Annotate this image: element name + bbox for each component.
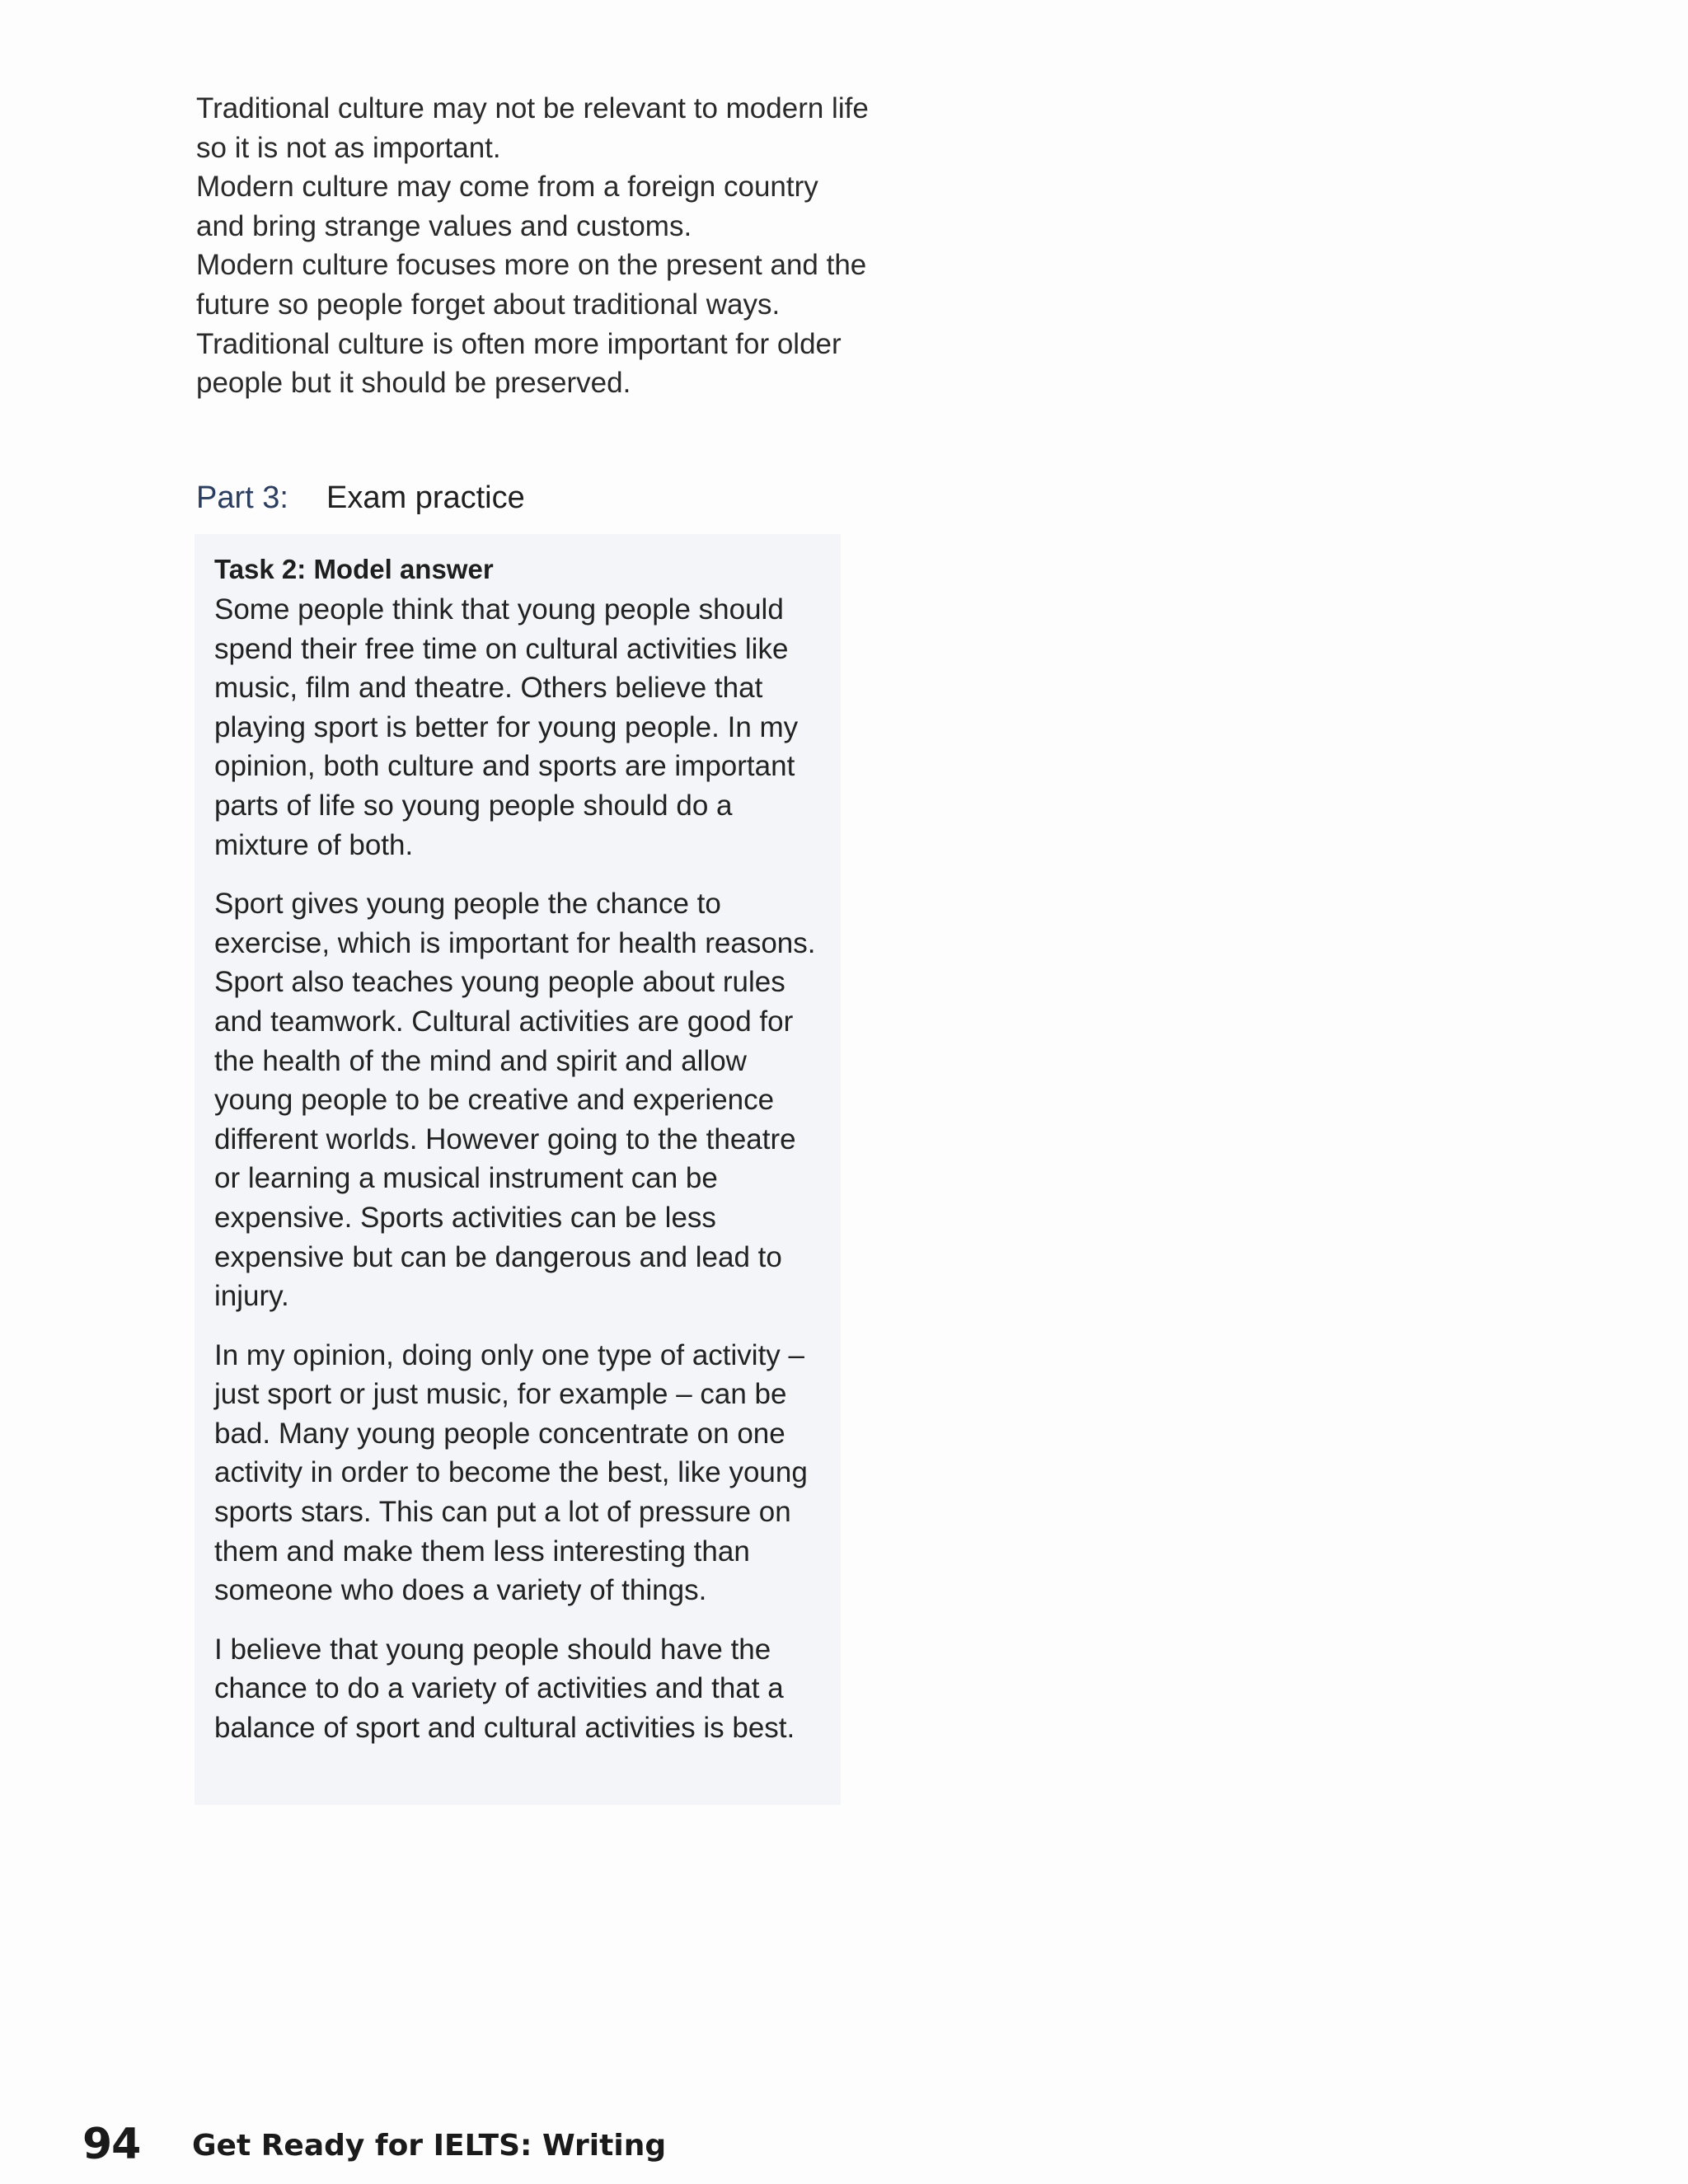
book-title: Get Ready for IELTS: Writing <box>192 2129 667 2163</box>
intro-text <box>196 89 872 403</box>
section-heading <box>196 478 525 518</box>
intro-paragraph: Modern culture may come from a foreign country and bring strange values and customs. <box>196 171 818 242</box>
answer-paragraph: Sport gives young people the chance to exercise, which is important for health reasons. Sport also teaches young people about rules and teamwork. Cultural activities are good for the health of the mind and spirit and allow young people to be creative and experience different worlds. However going to the theatre or learning a musical instrument can be expensive. Sports activities can be less expensive but can be dangerous and lead to injury. <box>214 888 816 1313</box>
page-number: 94 <box>82 2120 141 2169</box>
intro-paragraph: Traditional culture is often more important for older people but it should be preserved. <box>196 327 842 400</box>
model-answer-box <box>195 534 841 1805</box>
answer-paragraph: Some people think that young people should spend their free time on cultural activities like music, film and theatre. Others believe that playing sport is better for young people. In my opinion, both culture and sports are important parts of life so young people should do a mixture of both. <box>214 593 799 861</box>
page-footer <box>82 2120 666 2169</box>
answer-paragraph: I believe that young people should have the chance to do a variety of activities and that a balance of sport and cultural activities is best. <box>214 1633 795 1745</box>
part-label: Part 3: <box>196 480 288 515</box>
task-title: Task 2: Model answer <box>214 554 494 584</box>
answer-paragraph: In my opinion, doing only one type of activity – just sport or just music, for example – can be bad. Many young people concentrate on one activity in order to become the best, like young sports stars. This can put a lot of pressure on them and make them less interesting than someone who does a variety of things. <box>214 1338 808 1607</box>
intro-paragraph: Traditional culture may not be relevant to modern life so it is not as important. <box>196 92 869 164</box>
part-title: Exam practice <box>326 480 525 515</box>
intro-paragraph: Modern culture focuses more on the present and the future so people forget about traditional ways. <box>196 249 867 321</box>
